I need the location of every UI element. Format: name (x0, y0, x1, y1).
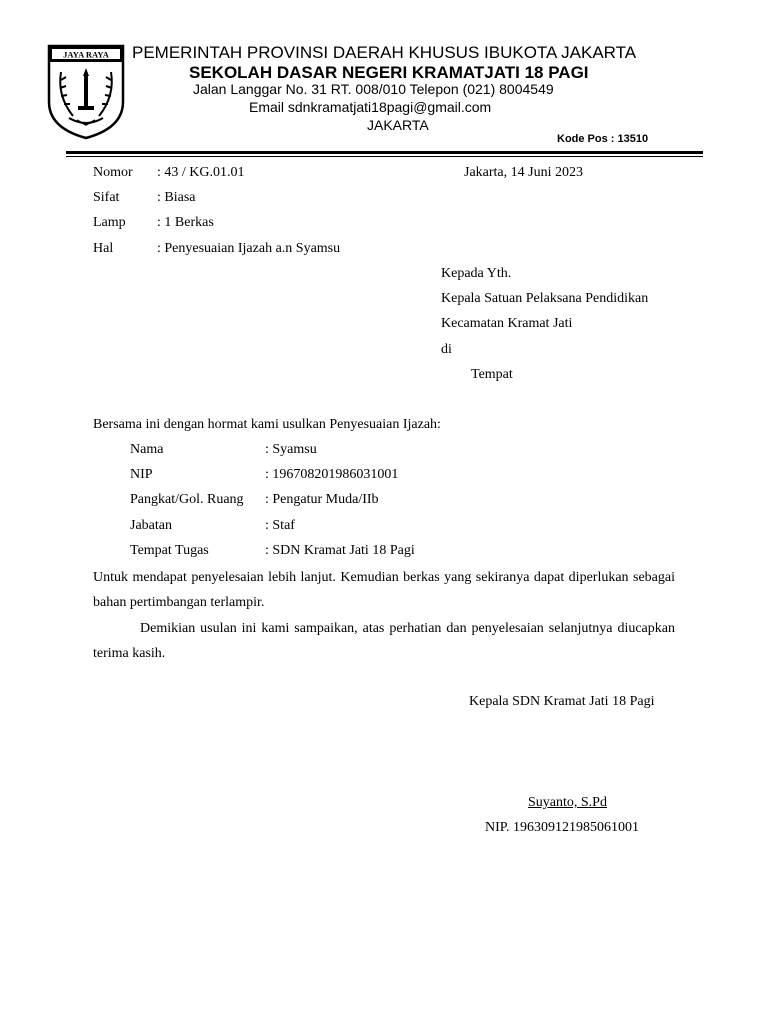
letterhead-email: Email sdnkramatjati18pagi@gmail.com (249, 99, 492, 115)
letterhead-address: Jalan Langgar No. 31 RT. 008/010 Telepon (021) 8004549 (193, 81, 554, 97)
field-value-nama: : Syamsu (265, 442, 317, 457)
hal-value: : Penyesuaian Ijazah a.n Syamsu (157, 241, 341, 256)
letterhead-divider (66, 151, 703, 154)
nomor-value: : 43 / KG.01.01 (157, 165, 245, 180)
signature-title: Kepala SDN Kramat Jati 18 Pagi (469, 694, 655, 709)
body-paragraph-closing: Demikian usulan ini kami sampaikan, atas perhatian dan penyelesaian selanjutnya diucapkan terima kasih. (93, 621, 675, 661)
field-value-pangkat: : Pengatur Muda/IIb (265, 492, 379, 507)
letterhead-divider-thin (66, 156, 703, 157)
sifat-value: : Biasa (157, 190, 196, 205)
jakarta-emblem-logo (47, 44, 125, 140)
letterhead-school-name: SEKOLAH DASAR NEGERI KRAMATJATI 18 PAGI (189, 63, 589, 82)
field-label-pangkat: Pangkat/Gol. Ruang (130, 492, 244, 507)
recipient-district: Kecamatan Kramat Jati (441, 316, 573, 331)
nomor-label: Nomor (93, 165, 133, 180)
letterhead-postal-code: Kode Pos : 13510 (557, 133, 649, 145)
hal-label: Hal (93, 241, 114, 256)
letter-date: Jakarta, 14 Juni 2023 (464, 165, 583, 180)
signature-name: Suyanto, S.Pd (528, 795, 607, 810)
field-label-nip: NIP (130, 467, 153, 482)
field-value-nip: : 196708201986031001 (265, 467, 399, 482)
recipient-greeting: Kepada Yth. (441, 266, 512, 281)
field-value-tempat-tugas: : SDN Kramat Jati 18 Pagi (265, 543, 415, 558)
lamp-value: : 1 Berkas (157, 215, 214, 230)
field-label-nama: Nama (130, 442, 164, 457)
recipient-place: Tempat (471, 367, 513, 382)
letterhead-government: PEMERINTAH PROVINSI DAERAH KHUSUS IBUKOTA JAKARTA (132, 43, 637, 62)
field-label-tempat-tugas: Tempat Tugas (130, 543, 209, 558)
signature-nip: NIP. 196309121985061001 (485, 820, 640, 835)
letterhead-city: JAKARTA (367, 117, 429, 133)
field-label-jabatan: Jabatan (130, 518, 172, 533)
body-paragraph-followup: Untuk mendapat penyelesaian lebih lanjut. Kemudian berkas yang sekiranya dapat diperlukan sebagai bahan pertimbangan terlampir. (93, 570, 675, 610)
logo-text: JAYA RAYA (63, 49, 109, 60)
field-value-jabatan: : Staf (265, 518, 295, 533)
lamp-label: Lamp (93, 215, 126, 230)
recipient-di: di (441, 342, 452, 357)
sifat-label: Sifat (93, 190, 120, 205)
recipient-title: Kepala Satuan Pelaksana Pendidikan (441, 291, 649, 306)
body-intro: Bersama ini dengan hormat kami usulkan Penyesuaian Ijazah: (93, 417, 441, 432)
